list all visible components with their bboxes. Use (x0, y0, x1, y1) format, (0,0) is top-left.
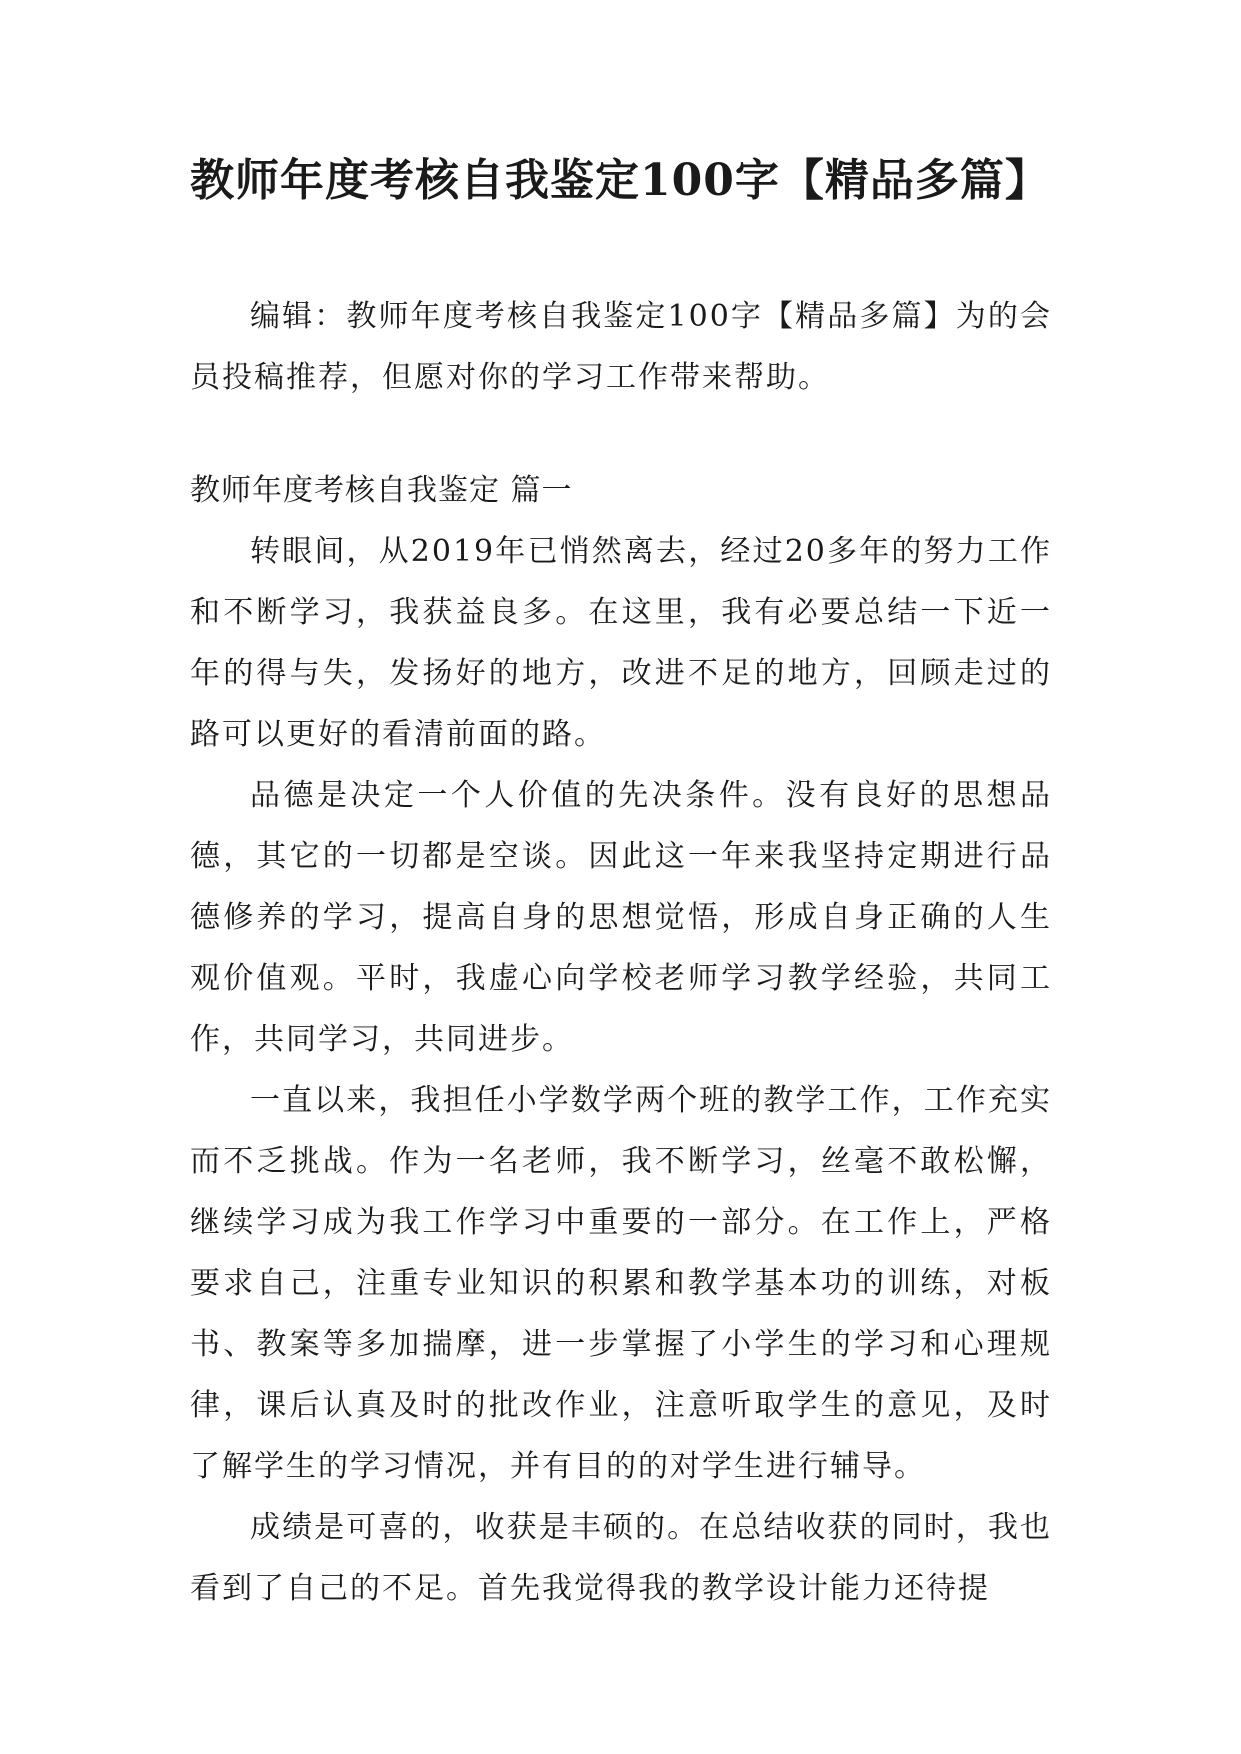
body-paragraph: 转眼间，从2019年已悄然离去，经过20多年的努力工作和不断学习，我获益良多。在这里，我有必要总结一下近一年的得与失，发扬好的地方，改进不足的地方，回顾走过的路可以更好的看清前面的路。 (190, 534, 1052, 752)
section-heading: 教师年度考核自我鉴定 篇一 (190, 473, 573, 508)
document-body (190, 286, 1052, 1619)
body-paragraph: 成绩是可喜的，收获是丰硕的。在总结收获的同时，我也看到了自己的不足。首先我觉得我的教学设计能力还待提 (190, 1510, 1052, 1606)
body-paragraph: 一直以来，我担任小学数学两个班的教学工作，工作充实而不乏挑战。作为一名老师，我不断学习，丝毫不敢松懈，继续学习成为我工作学习中重要的一部分。在工作上，严格要求自己，注重专业知识的积累和教学基本功的训练，对板书、教案等多加揣摩，进一步掌握了小学生的学习和心理规律，课后认真及时的批改作业，注意听取学生的意见，及时了解学生的学习情况，并有目的的对学生进行辅导。 (190, 1083, 1052, 1484)
intro-paragraph: 编辑：教师年度考核自我鉴定100字【精品多篇】为的会员投稿推荐，但愿对你的学习工作带来帮助。 (190, 299, 1052, 395)
document-title: 教师年度考核自我鉴定100字【精品多篇】 (190, 155, 1050, 206)
body-paragraph: 品德是决定一个人价值的先决条件。没有良好的思想品德，其它的一切都是空谈。因此这一年来我坚持定期进行品德修养的学习，提高自身的思想觉悟，形成自身正确的人生观价值观。平时，我虚心向学校老师学习教学经验，共同工作，共同学习，共同进步。 (190, 778, 1052, 1057)
